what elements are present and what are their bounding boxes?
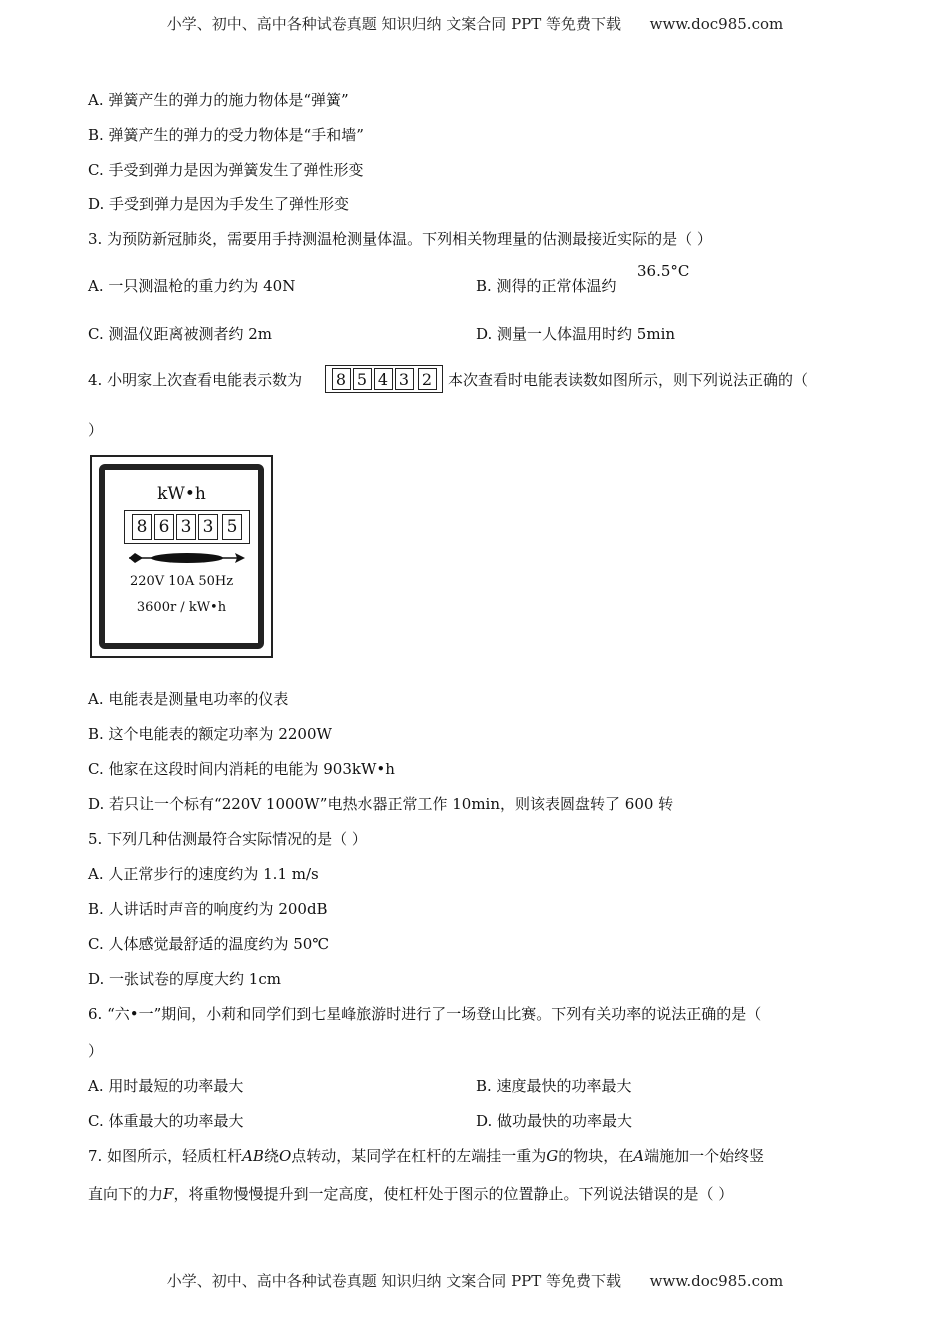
q7-var-o: O <box>278 1147 292 1165</box>
q7-var-f: F <box>163 1185 174 1203</box>
q4-stem-before: 4. 小明家上次查看电能表示数为 <box>88 371 303 389</box>
q7-var-g: G <box>546 1147 559 1165</box>
q6-option-a: A. 用时最短的功率最大 <box>88 1077 244 1095</box>
prev-digit: 8 <box>332 368 351 390</box>
q2-option-a: A. 弹簧产生的弹力的施力物体是“弹簧” <box>88 91 349 109</box>
q5-stem: 5. 下列几种估测最符合实际情况的是（ ） <box>88 830 367 848</box>
q2-option-d: D. 手受到弹力是因为手发生了弹性形变 <box>88 195 350 213</box>
q5-option-b: B. 人讲话时声音的响度约为 200dB <box>88 900 328 918</box>
q3-option-a: A. 一只测温枪的重力约为 40N <box>88 277 296 295</box>
q3-option-b: B. 测得的正常体温约 <box>476 277 617 295</box>
meter-digit: 3 <box>198 514 218 540</box>
q7-text: ，将重物慢慢提升到一定高度，使杠杆处于图示的位置静止。下列说法错误的是（ ） <box>173 1185 734 1203</box>
prev-digit: 3 <box>395 368 414 390</box>
meter-spec-revolutions: 3600r / kW•h <box>136 600 227 615</box>
q7-text: 点转动，某同学在杠杆的左端挂一重为 <box>291 1147 547 1165</box>
q4-previous-reading <box>325 365 443 393</box>
electric-meter-figure <box>90 455 273 658</box>
q6-option-b: B. 速度最快的功率最大 <box>476 1077 632 1095</box>
meter-digits <box>124 510 250 544</box>
q3-option-d: D. 测量一人体温用时约 5min <box>476 325 676 343</box>
q7-stem-line2 <box>88 1184 733 1204</box>
q4-stem-close: ） <box>88 421 104 439</box>
q7-text: 端施加一个始终竖 <box>644 1147 765 1165</box>
page-header <box>0 13 950 34</box>
q7-text: 7. 如图所示，轻质杠杆 <box>88 1147 243 1165</box>
prev-digit: 5 <box>353 368 372 390</box>
q3-option-b-value: 36.5°C <box>637 262 690 280</box>
meter-digit: 3 <box>176 514 196 540</box>
q5-option-a: A. 人正常步行的速度约为 1.1 m/s <box>88 865 319 883</box>
rotation-direction-arrow-icon <box>127 550 247 566</box>
meter-face <box>99 464 264 649</box>
q3-stem: 3. 为预防新冠肺炎，需要用手持测温枪测量体温。下列相关物理量的估测最接近实际的是（ ） <box>88 230 712 248</box>
meter-unit: kW•h <box>157 484 206 504</box>
q4-stem-after: 本次查看时电能表读数如图所示，则下列说法正确的（ <box>448 371 809 389</box>
meter-digit: 8 <box>132 514 152 540</box>
q4-option-d: D. 若只让一个标有“220V 1000W”电热水器正常工作 10min，则该表圆盘转了 600 转 <box>88 795 674 813</box>
q7-var-a: A <box>633 1147 645 1165</box>
footer-text: 小学、初中、高中各种试卷真题 知识归纳 文案合同 PPT 等免费下载 <box>166 1272 622 1290</box>
page-footer <box>0 1270 950 1291</box>
q5-option-c: C. 人体感觉最舒适的温度约为 50℃ <box>88 935 330 953</box>
prev-digit-decimal: 2 <box>418 368 437 390</box>
meter-digit-decimal: 5 <box>222 514 242 540</box>
q6-stem: 6. “六•一”期间，小莉和同学们到七星峰旅游时进行了一场登山比赛。下列有关功率的说法正确的是（ <box>88 1005 762 1023</box>
q3-option-c: C. 测温仪距离被测者约 2m <box>88 325 273 343</box>
q7-text: 绕 <box>263 1147 279 1165</box>
q4-option-a: A. 电能表是测量电功率的仪表 <box>88 690 289 708</box>
q2-option-c: C. 手受到弹力是因为弹簧发生了弹性形变 <box>88 161 364 179</box>
q7-var-ab: AB <box>242 1147 264 1165</box>
header-site-link[interactable]: www.doc985.com <box>649 15 784 33</box>
q6-stem-close: ） <box>88 1042 104 1060</box>
q6-option-c: C. 体重最大的功率最大 <box>88 1112 244 1130</box>
header-text: 小学、初中、高中各种试卷真题 知识归纳 文案合同 PPT 等免费下载 <box>166 15 622 33</box>
q7-text: 的物块，在 <box>558 1147 634 1165</box>
q7-text: 直向下的力 <box>88 1185 164 1203</box>
q4-option-c: C. 他家在这段时间内消耗的电能为 903kW•h <box>88 760 395 778</box>
q5-option-d: D. 一张试卷的厚度大约 1cm <box>88 970 281 988</box>
q6-option-d: D. 做功最快的功率最大 <box>476 1112 633 1130</box>
prev-digit: 4 <box>374 368 393 390</box>
q7-stem-line1 <box>88 1146 764 1166</box>
meter-spec-rating: 220V 10A 50Hz <box>129 574 234 589</box>
q2-option-b: B. 弹簧产生的弹力的受力物体是“手和墙” <box>88 126 364 144</box>
meter-digit: 6 <box>154 514 174 540</box>
q4-option-b: B. 这个电能表的额定功率为 2200W <box>88 725 332 743</box>
footer-site-link[interactable]: www.doc985.com <box>649 1272 784 1290</box>
